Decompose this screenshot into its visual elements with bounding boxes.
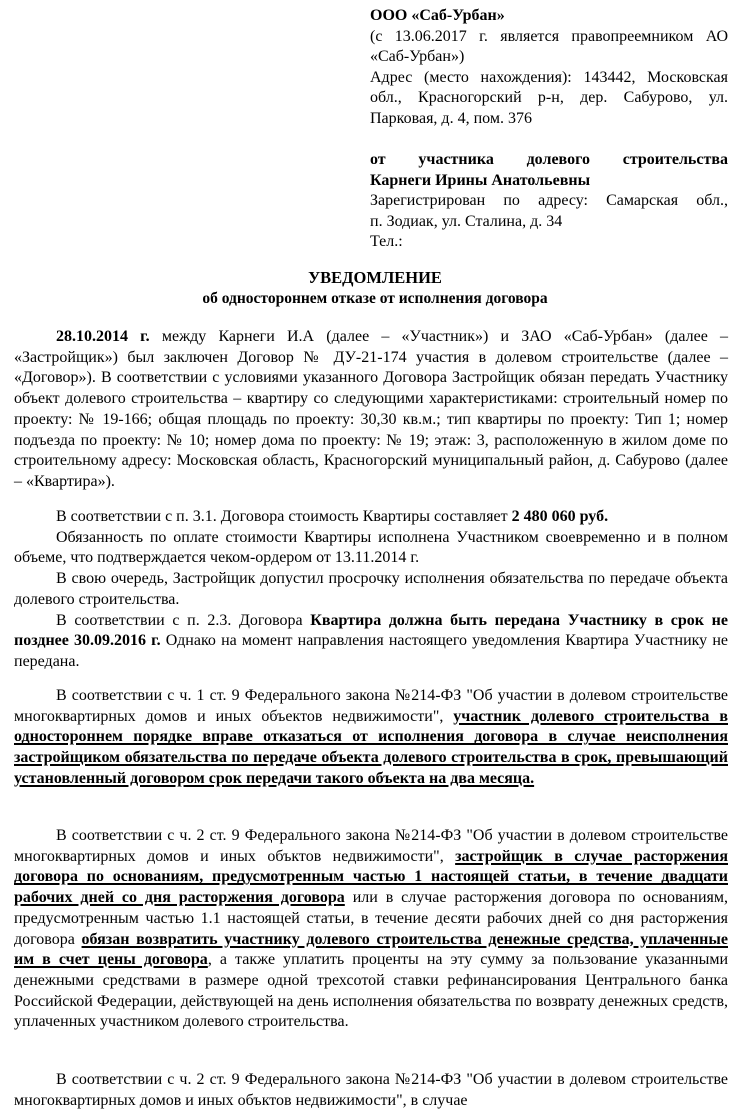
- paragraph-law-part-2-cont: [14, 1070, 728, 1111]
- sender-from-line-2: Карнеги Ирины Анатольевны: [370, 171, 591, 189]
- law-part-2-text-3: , а также уплатить проценты на эту сумму за пользование указанными денежными средствами в размере одной трехсотой ставки рефинансирования Центрального банка Российской Федерации, действующей на день исполнения обязательства по возврату денежных средств, уплаченных участником долевого строительства.: [14, 951, 729, 1031]
- law-part-2-bold-1: застройщик в случае расторжения договора по основаниям, предусмотренным частью 1 настоящей статьи, в течение двадцати рабочих дней со дня расторжения договора: [14, 847, 728, 907]
- law-part-1-text: В соответствии с ч. 1 ст. 9 Федерального закона №214-ФЗ "Об участии в долевом строительстве многоквартирных домов и иных объектов недвижимости",: [14, 687, 728, 725]
- document-title: УВЕДОМЛЕНИЕ: [308, 268, 442, 287]
- paragraph-deadline: [14, 611, 728, 673]
- deadline-text-1: В соответствии с п. 2.3. Договора: [56, 611, 311, 629]
- paragraph-contract: [14, 327, 728, 493]
- price-value: 2 480 060 руб.: [511, 508, 609, 525]
- contract-text: между Карнеги И.А (далее – «Участник») и ЗАО «Саб-Урбан» (далее – «Застройщик») был заключен Договор № ДУ-21-174 участия в долевом строительстве (далее – «Договор»). В соответствии с условиями указанного Договора Застройщик обязан передать Участнику объект долевого строительства – квартиру со следующими характеристиками: строительный номер по проекту: № 19-166; общая площадь по проекту: 30,30 кв.м.; тип квартиры по проекту: Тип 1; номер подъезда по проекту: № 10; номер дома по проекту: № 19; этаж: 3, расположенную в жилом доме по строительному адресу: Московская область, Красногорский муниципальный район, д. Сабурово (далее – «Квартира»).: [14, 328, 728, 490]
- deadline-bold: Квартира должна быть передана Участнику в срок не позднее 30.09.2016 г.: [14, 611, 728, 650]
- paragraph-price-block: [14, 507, 728, 673]
- document-subtitle: об одностороннем отказе от исполнения договора: [202, 290, 548, 307]
- paragraph-payment: Обязанность по оплате стоимости Квартиры исполнена Участником своевременно и в полном объеме, что подтверждается чеком-ордером от 13.11.2014 г.: [14, 528, 728, 567]
- paragraph-law-part-2: [14, 826, 728, 1033]
- sender-block: [370, 150, 728, 253]
- paragraph-delay: В свою очередь, Застройщик допустил просрочку исполнения обязательства по передаче объекта долевого строительства.: [14, 570, 728, 608]
- addressee-successor-line-1: (с 13.06.2017 г. является правопреемником АО: [370, 27, 728, 45]
- contract-date: 28.10.2014 г.: [56, 328, 150, 345]
- paragraph-law-part-1: [14, 686, 728, 790]
- law-part-2-cont-text: В соответствии с ч. 2 ст. 9 Федерального закона №214-ФЗ "Об участии в долевом строительстве многоквартирных домов и иных объктов недвижимости", в случае: [14, 1071, 728, 1109]
- sender-from-line-1: от участника долевого строительства: [370, 151, 728, 168]
- price-text: В соответствии с п. 3.1. Договора стоимость Квартиры составляет: [56, 508, 512, 525]
- law-part-2-text-2: или в случае расторжения договора по основаниям, предусмотренным частью 1.1 настоящей статьи, в течение десяти рабочих дней со дня расторжения договора: [14, 889, 729, 948]
- sender-registered-line-1: Зарегистрирован по адресу: Самарская обл.,: [370, 192, 728, 209]
- sender-registered-line-2: п. Зодиак, ул. Сталина, д. 34: [370, 212, 563, 230]
- addressee-company: ООО «Саб-Урбан»: [370, 7, 505, 24]
- addressee-address-line-1: Адрес (место нахождения): 143442, Московская: [370, 68, 728, 86]
- law-part-1-bold: участник долевого строительства в одностороннем порядке вправе отказаться от исполнения договора в случае неисполнения застройщиком обязательства по передаче объекта долевого строительства в срок, превышающий установленный договором срок передачи такого объекта на два месяца.: [14, 707, 728, 787]
- deadline-text-2: Однако на момент направления настоящего уведомления Квартира Участнику не передана.: [14, 632, 728, 670]
- addressee-address-line-2: обл., Красногорский р-н, дер. Сабурово, ул.: [370, 89, 728, 106]
- law-part-2-bold-2: обязан возвратить участнику долевого строительства денежные средства, уплаченные им в счет цены договора: [14, 930, 728, 969]
- sender-phone: Тел.:: [370, 233, 403, 250]
- paragraph-price: [14, 507, 728, 528]
- addressee-address-line-3: Парковая, д. 4, пом. 376: [370, 109, 532, 127]
- addressee-successor-line-2: «Саб-Урбан»): [370, 48, 465, 65]
- law-part-2-text-1: В соответствии с ч. 2 ст. 9 Федерального закона №214-ФЗ "Об участии в долевом строительстве многоквартирных домов и иных объктов недвижимости",: [14, 827, 728, 865]
- addressee-block: [370, 6, 728, 129]
